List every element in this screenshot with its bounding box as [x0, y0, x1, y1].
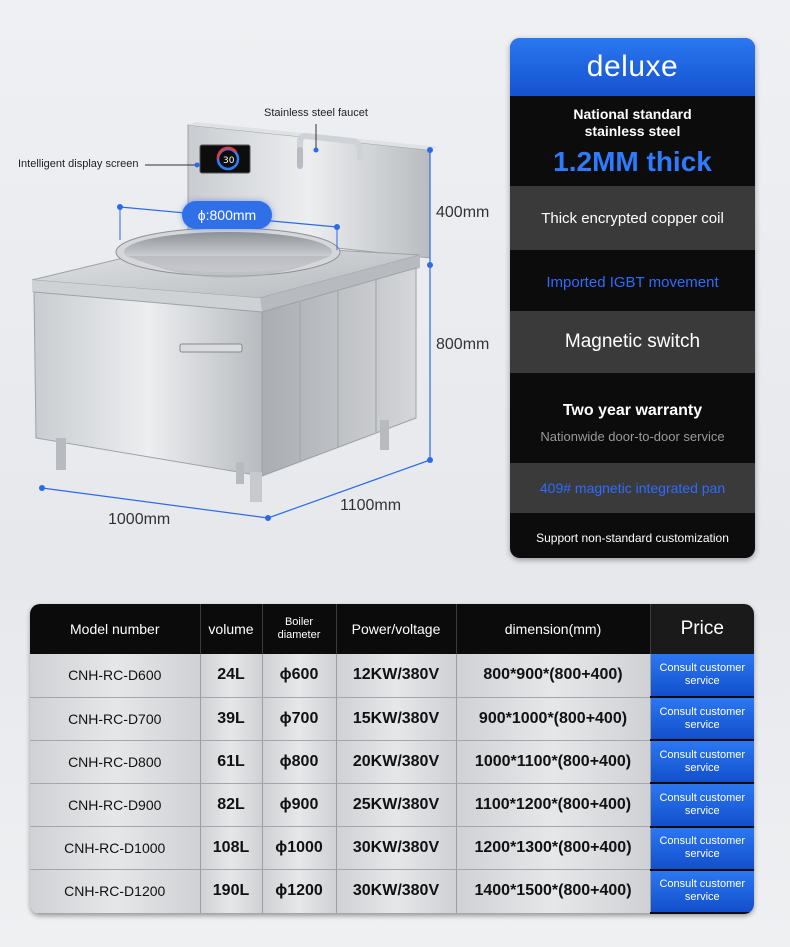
display-readout: 30	[223, 156, 235, 166]
table-header-row	[30, 604, 754, 654]
dimension-1100-label: 1100mm	[340, 497, 402, 514]
table-cell-model: CNH-RC-D1200	[30, 870, 200, 913]
spec-table-container	[30, 604, 754, 914]
warranty-text: Two year warranty	[562, 402, 703, 419]
thickness-text: 1.2MM thick	[553, 146, 712, 177]
consult-service-link[interactable]: Consult customer service	[659, 662, 746, 688]
pan-row: 409# magnetic integrated pan	[510, 463, 755, 513]
induction-stove-drawing	[0, 0, 505, 560]
table-cell-power: 25KW/380V	[336, 783, 456, 826]
table-cell-diameter: ϕ1000	[262, 827, 336, 870]
feature-panel	[510, 38, 755, 558]
table-cell-model: CNH-RC-D700	[30, 697, 200, 740]
consult-service-link[interactable]: Consult customer service	[659, 878, 746, 904]
standard-text: National standard stainless steel	[573, 106, 692, 139]
consult-service-link[interactable]: Consult customer service	[659, 792, 746, 818]
table-cell-volume: 39L	[200, 697, 262, 740]
table-cell-volume: 108L	[200, 827, 262, 870]
table-cell-power: 15KW/380V	[336, 697, 456, 740]
copper-coil-row: Thick encrypted copper coil	[510, 186, 755, 250]
header-dimension: dimension(mm)	[456, 604, 650, 654]
igbt-row: Imported IGBT movement	[510, 254, 755, 311]
table-cell-power: 30KW/380V	[336, 870, 456, 913]
table-cell-price[interactable]	[650, 697, 754, 740]
table-cell-model: CNH-RC-D800	[30, 740, 200, 783]
consult-service-link[interactable]: Consult customer service	[659, 748, 746, 774]
table-cell-price[interactable]	[650, 827, 754, 870]
header-diameter-text: Boiler diameter	[277, 616, 321, 641]
diameter-badge: ϕ:800mm	[182, 201, 272, 229]
table-cell-power: 12KW/380V	[336, 654, 456, 697]
spec-table	[30, 604, 754, 914]
magnetic-switch-row: Magnetic switch	[510, 311, 755, 373]
panel-title: deluxe	[510, 38, 755, 96]
panel-standard-text	[510, 106, 755, 140]
header-diameter	[262, 604, 336, 654]
table-cell-volume: 190L	[200, 870, 262, 913]
header-volume: volume	[200, 604, 262, 654]
table-cell-dimension: 800*900*(800+400)	[456, 654, 650, 697]
dimension-400-label: 400mm	[436, 204, 490, 221]
table-row	[30, 654, 754, 697]
display-screen-label: Intelligent display screen	[18, 158, 139, 170]
table-row	[30, 827, 754, 870]
table-cell-dimension: 900*1000*(800+400)	[456, 697, 650, 740]
table-cell-power: 30KW/380V	[336, 827, 456, 870]
table-cell-diameter: ϕ700	[262, 697, 336, 740]
table-row	[30, 870, 754, 913]
table-cell-volume: 82L	[200, 783, 262, 826]
dimension-800-label: 800mm	[436, 336, 490, 353]
faucet-label: Stainless steel faucet	[264, 107, 368, 119]
table-cell-volume: 24L	[200, 654, 262, 697]
customization-text: Support non-standard customization	[536, 531, 729, 545]
table-cell-diameter: ϕ800	[262, 740, 336, 783]
header-price: Price	[650, 604, 754, 654]
header-model: Model number	[30, 604, 200, 654]
table-row	[30, 740, 754, 783]
table-cell-model: CNH-RC-D900	[30, 783, 200, 826]
table-cell-price[interactable]	[650, 783, 754, 826]
table-row	[30, 783, 754, 826]
table-cell-diameter: ϕ600	[262, 654, 336, 697]
consult-service-link[interactable]: Consult customer service	[659, 835, 746, 861]
table-cell-dimension: 1200*1300*(800+400)	[456, 827, 650, 870]
table-cell-power: 20KW/380V	[336, 740, 456, 783]
table-row	[30, 697, 754, 740]
table-cell-dimension: 1100*1200*(800+400)	[456, 783, 650, 826]
table-cell-price[interactable]	[650, 654, 754, 697]
header-power: Power/voltage	[336, 604, 456, 654]
dimension-1000-label: 1000mm	[108, 511, 171, 528]
table-cell-diameter: ϕ900	[262, 783, 336, 826]
table-cell-diameter: ϕ1200	[262, 870, 336, 913]
table-cell-volume: 61L	[200, 740, 262, 783]
table-cell-price[interactable]	[650, 740, 754, 783]
table-cell-model: CNH-RC-D600	[30, 654, 200, 697]
table-cell-dimension: 1400*1500*(800+400)	[456, 870, 650, 913]
product-illustration	[0, 0, 505, 560]
table-cell-model: CNH-RC-D1000	[30, 827, 200, 870]
table-cell-dimension: 1000*1100*(800+400)	[456, 740, 650, 783]
service-text: Nationwide door-to-door service	[540, 429, 725, 444]
consult-service-link[interactable]: Consult customer service	[659, 705, 746, 731]
table-cell-price[interactable]	[650, 870, 754, 913]
